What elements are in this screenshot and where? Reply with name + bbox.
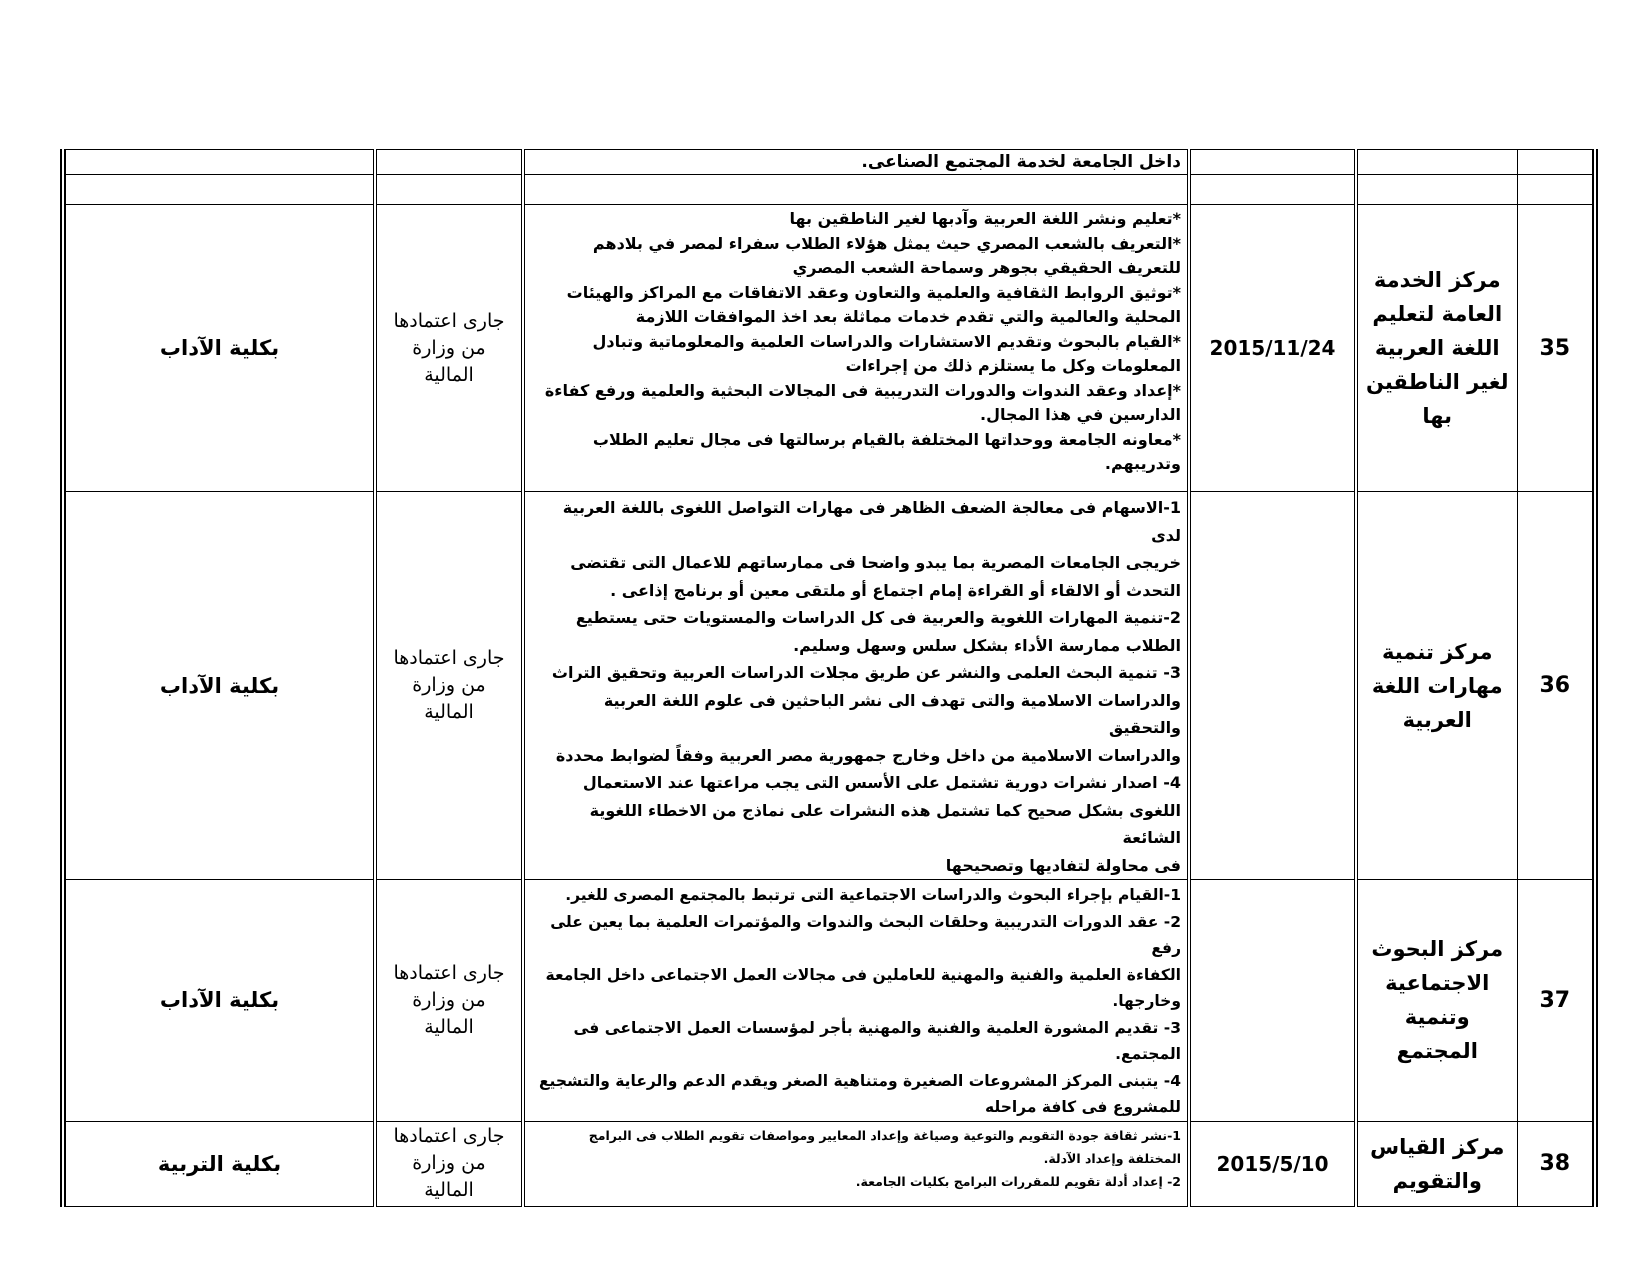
goal-line: المختلفة وإعداد الآدلة. — [1043, 1150, 1181, 1166]
table-row — [63, 492, 1595, 880]
center-name: مركز القياس والتقويم — [1356, 1121, 1517, 1206]
center-goals — [523, 150, 1189, 175]
approval-date — [1189, 492, 1356, 880]
status-line: المالية — [424, 701, 474, 723]
goal-line: *معاونه الجامعة ووحداتها المختلفة بالقيام برسالتها فى مجال تعليم الطلاب — [592, 429, 1181, 449]
center-goals — [523, 1121, 1189, 1206]
goal-line: 3- تقديم المشورة العلمية والفنية والمهنية بأجر لمؤسسات العمل الاجتماعى فى المجتمع. — [573, 1018, 1181, 1063]
goal-line: 3- تنمية البحث العلمى والنشر عن طريق مجلات الدراسات العربية وتحقيق التراث — [551, 663, 1181, 682]
center-name — [1356, 150, 1517, 175]
row-number: 35 — [1517, 205, 1595, 492]
goal-line: 1-القيام بإجراء البحوث والدراسات الاجتماعية التى ترتبط بالمجتمع المصرى للغير. — [565, 886, 1181, 904]
goal-line: *توثيق الروابط الثقافية والعلمية والتعاون وعقد الاتفاقات مع المراكز والهيئات — [566, 282, 1181, 302]
faculty: بكلية الآداب — [63, 205, 375, 492]
centers-table — [60, 149, 1598, 1207]
center-goals — [523, 880, 1189, 1122]
row-number: 37 — [1517, 880, 1595, 1122]
row-number — [1517, 175, 1595, 205]
status-line: جارى اعتمادها — [393, 309, 505, 332]
goal-line: *إعداد وعقد الندوات والدورات التدريبية فى المجالات البحثية والعلمية ورفع كفاءة — [544, 380, 1181, 400]
table-row — [63, 1121, 1595, 1206]
goal-line: والدراسات الاسلامية من داخل وخارج جمهورية مصر العربية وفقاً لضوابط محددة — [555, 745, 1181, 765]
center-name: مركز تنمية مهارات اللغة العربية — [1356, 492, 1517, 880]
status-line: من وزارة — [412, 1152, 486, 1174]
approval-status — [375, 1121, 523, 1206]
approval-date — [1189, 175, 1356, 205]
status-line: المالية — [424, 1179, 474, 1201]
table-row — [63, 150, 1595, 175]
center-goals — [523, 492, 1189, 880]
row-number: 38 — [1517, 1121, 1595, 1206]
approval-date — [1189, 880, 1356, 1122]
faculty — [63, 150, 375, 175]
approval-date: 2015/11/24 — [1189, 205, 1356, 492]
status-line: المالية — [424, 363, 474, 386]
center-name: مركز الخدمة العامة لتعليم اللغة العربية لغير الناطقين بها — [1356, 205, 1517, 492]
approval-status — [375, 492, 523, 880]
status-line: من وزارة — [412, 336, 486, 359]
table-row — [63, 205, 1595, 492]
goal-line: 1-الاسهام فى معالجة الضعف الظاهر فى مهارات التواصل اللغوى باللغة العربية لدى — [562, 498, 1181, 545]
goal-line: الطلاب ممارسة الأداء بشكل سلس وسهل وسليم. — [793, 635, 1181, 655]
approval-date — [1189, 150, 1356, 175]
goal-line: المعلومات وكل ما يستلزم ذلك من إجراءات — [845, 356, 1181, 375]
goal-line: الكفاءة العلمية والفنية والمهنية للعاملين فى مجالات العمل الاجتماعى داخل الجامعة — [545, 965, 1181, 984]
goal-line: وتدريبهم. — [1104, 454, 1181, 473]
goal-line: وخارجها. — [1112, 992, 1181, 1010]
center-name: مركز البحوث الاجتماعية وتنمية المجتمع — [1356, 880, 1517, 1122]
goal-line: 2- عقد الدورات التدريبية وحلقات البحث والندوات والمؤتمرات العلمية بما يعين على رفع — [550, 912, 1181, 957]
goal-line: *التعريف بالشعب المصري حيث يمثل هؤلاء الطلاب سفراء لمصر في بلادهم — [592, 233, 1181, 253]
faculty: بكلية التربية — [63, 1121, 375, 1206]
goal-line: 4- يتبنى المركز المشروعات الصغيرة ومتناهية الصغر ويقدم الدعم والرعاية والتشجيع — [538, 1071, 1181, 1090]
goal-line: التحدث أو الالقاء أو القراءة إمام اجتماع أو ملتقى معين أو برنامج إذاعى . — [610, 580, 1181, 600]
approval-date: 2015/5/10 — [1189, 1121, 1356, 1206]
goal-line: خريجى الجامعات المصرية بما يبدو واضحا فى ممارساتهم للاعمال التى تقتضى — [570, 553, 1181, 572]
goal-line: 2-تنمية المهارات اللغوية والعربية فى كل الدراسات والمستويات حتى يستطيع — [575, 608, 1181, 627]
faculty — [63, 175, 375, 205]
goal-line: الدارسين في هذا المجال. — [979, 405, 1181, 424]
goal-line: 4- اصدار نشرات دورية تشتمل على الأسس التى يجب مراعتها عند الاستعمال — [582, 773, 1181, 792]
center-name — [1356, 175, 1517, 205]
goal-line: اللغوى بشكل صحيح كما تشتمل هذه النشرات على نماذج من الاخطاء اللغوية الشائعة — [589, 800, 1181, 847]
goal-line: للمشروع فى كافة مراحله — [984, 1098, 1181, 1116]
status-line: من وزارة — [412, 988, 486, 1011]
status-line: من وزارة — [412, 674, 486, 696]
approval-status — [375, 150, 523, 175]
goal-line: *القيام بالبحوث وتقديم الاستشارات والدراسات العلمية والمعلوماتية وتبادل — [592, 331, 1181, 351]
row-number — [1517, 150, 1595, 175]
status-line: جارى اعتمادها — [393, 1125, 505, 1147]
approval-status — [375, 175, 523, 205]
goal-line: للتعريف الحقيقي بجوهر وسماحة الشعب المصري — [792, 258, 1181, 277]
goal-line: فى محاولة لتفاديها وتصحيحها — [945, 855, 1181, 875]
goal-line: داخل الجامعة لخدمة المجتمع الصناعى. — [861, 152, 1181, 172]
goal-line: 1-نشر ثقافة جودة التقويم والتوعية وصياغة وإعداد المعايير ومواصفات تقويم الطلاب فى البرامج — [588, 1127, 1181, 1143]
approval-status — [375, 880, 523, 1122]
table-row — [63, 880, 1595, 1122]
approval-status — [375, 205, 523, 492]
faculty: بكلية الآداب — [63, 880, 375, 1122]
goal-line: *تعليم ونشر اللغة العربية وآدبها لغير الناطقين بها — [789, 209, 1181, 228]
status-line: جارى اعتمادها — [393, 961, 505, 984]
goal-line: 2- إعداد أدلة تقويم للمقررات البرامج بكليات الجامعة. — [855, 1173, 1181, 1189]
row-number: 36 — [1517, 492, 1595, 880]
goal-line: والدراسات الاسلامية والتى تهدف الى نشر الباحثين فى علوم اللغة العربية والتحقيق — [603, 690, 1181, 737]
status-line: جارى اعتمادها — [393, 647, 505, 669]
goal-line: المحلية والعالمية والتي تقدم خدمات مماثلة بعد اخذ الموافقات اللازمة — [635, 307, 1181, 326]
status-line: المالية — [424, 1015, 474, 1038]
table-row — [63, 175, 1595, 205]
center-goals — [523, 205, 1189, 492]
faculty: بكلية الآداب — [63, 492, 375, 880]
center-goals — [523, 175, 1189, 205]
